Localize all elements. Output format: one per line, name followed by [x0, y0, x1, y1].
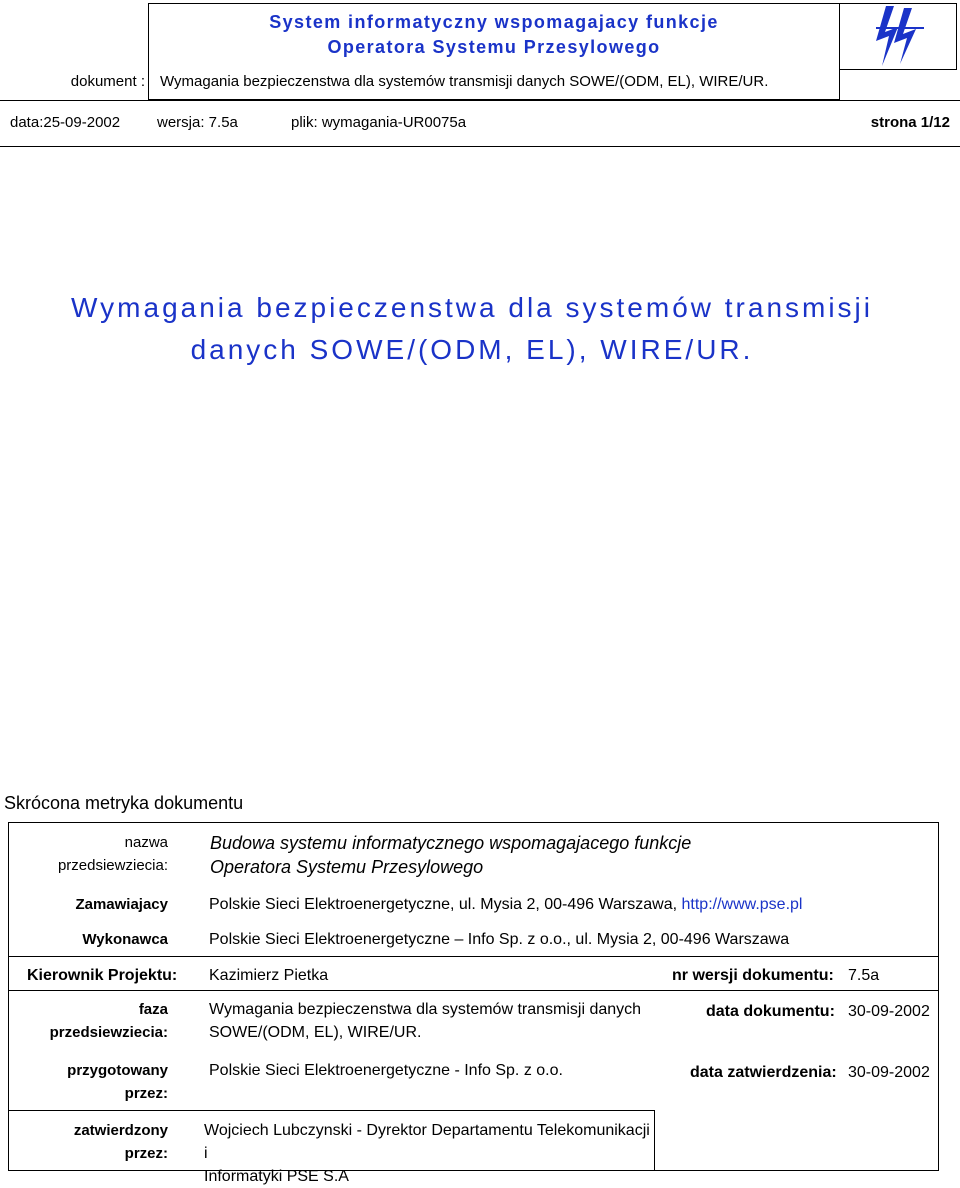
- document-title: [0, 287, 944, 371]
- document-title-line2: danych SOWE/(ODM, EL), WIRE/UR.: [190, 334, 754, 365]
- approved-value: [204, 1119, 654, 1188]
- client-value: [209, 893, 929, 916]
- phase-label-line1: faza: [138, 1001, 168, 1018]
- approved-box-rule: [8, 1110, 655, 1111]
- approval-date-value: 30-09-2002: [848, 1064, 930, 1081]
- header-page: strona 1/12: [870, 114, 950, 131]
- prepared-label-line2: przez:: [124, 1085, 168, 1102]
- project-name-label: [20, 831, 168, 877]
- header-date: data:25-09-2002: [10, 114, 121, 131]
- phase-value-line2: SOWE/(ODM, EL), WIRE/UR.: [209, 1024, 422, 1041]
- manager-value: Kazimierz Pietka: [209, 967, 329, 984]
- document-title-line1: Wymagania bezpieczenstwa dla systemów transmisji: [71, 292, 873, 323]
- doc-date-value: 30-09-2002: [848, 1003, 930, 1020]
- project-name-label-line1: nazwa: [124, 834, 168, 851]
- project-name-value: [210, 831, 910, 879]
- system-title: [148, 10, 840, 60]
- phase-value: [209, 998, 669, 1044]
- approved-label: [20, 1119, 168, 1165]
- header-version: wersja: 7.5a: [157, 114, 238, 131]
- system-title-line1: System informatyczny wspomagajacy funkcje: [269, 12, 719, 32]
- phase-label: [20, 998, 168, 1044]
- version-label: nr wersji dokumentu:: [672, 967, 834, 984]
- approved-value-line1: Wojciech Lubczynski - Dyrektor Departamentu Telekomunikacji i: [204, 1122, 650, 1162]
- project-name-line1: Budowa systemu informatycznego wspomagajacego funkcje: [210, 833, 692, 853]
- lightning-bolt-icon: [868, 4, 928, 68]
- system-title-line2: Operatora Systemu Przesylowego: [327, 37, 661, 57]
- client-label: Zamawiajacy: [75, 896, 168, 913]
- metrics-heading: Skrócona metryka dokumentu: [4, 793, 244, 813]
- header-divider: [0, 100, 960, 101]
- phase-value-line1: Wymagania bezpieczenstwa dla systemów transmisji danych: [209, 1001, 642, 1018]
- prepared-label-line1: przygotowany: [67, 1062, 168, 1079]
- prepared-value: Polskie Sieci Elektroenergetyczne - Info Sp. z o.o.: [209, 1062, 563, 1079]
- phase-label-line2: przedsiewziecia:: [49, 1024, 168, 1041]
- logo: [868, 4, 928, 68]
- version-value: 7.5a: [848, 967, 880, 984]
- approval-date-label: data zatwierdzenia:: [690, 1064, 837, 1081]
- doc-date-label: data dokumentu:: [706, 1003, 835, 1020]
- approved-label-line2: przez:: [124, 1145, 168, 1162]
- metrics-rule-2: [8, 990, 939, 991]
- approved-box-right: [654, 1110, 655, 1170]
- contractor-value: Polskie Sieci Elektroenergetyczne – Info Sp. z o.o., ul. Mysia 2, 00-496 Warszawa: [209, 931, 790, 948]
- client-website-link[interactable]: http://www.pse.pl: [681, 896, 803, 913]
- metrics-rule-1: [8, 956, 939, 957]
- manager-label: Kierownik Projektu:: [27, 967, 178, 984]
- document-label: dokument :: [70, 73, 145, 90]
- header-file: plik: wymagania-UR0075a: [291, 114, 467, 131]
- document-value: Wymagania bezpieczenstwa dla systemów transmisji danych SOWE/(ODM, EL), WIRE/UR.: [160, 73, 769, 90]
- project-name-line2: Operatora Systemu Przesylowego: [210, 857, 484, 877]
- prepared-label: [20, 1059, 168, 1105]
- contractor-label: Wykonawca: [82, 931, 168, 948]
- header-bottom-rule: [0, 146, 960, 147]
- approved-label-line1: zatwierdzony: [73, 1122, 168, 1139]
- project-name-label-line2: przedsiewziecia:: [57, 857, 168, 874]
- client-address: Polskie Sieci Elektroenergetyczne, ul. Mysia 2, 00-496 Warszawa,: [209, 896, 678, 913]
- approved-value-line2: Informatyki PSE S.A: [204, 1168, 349, 1185]
